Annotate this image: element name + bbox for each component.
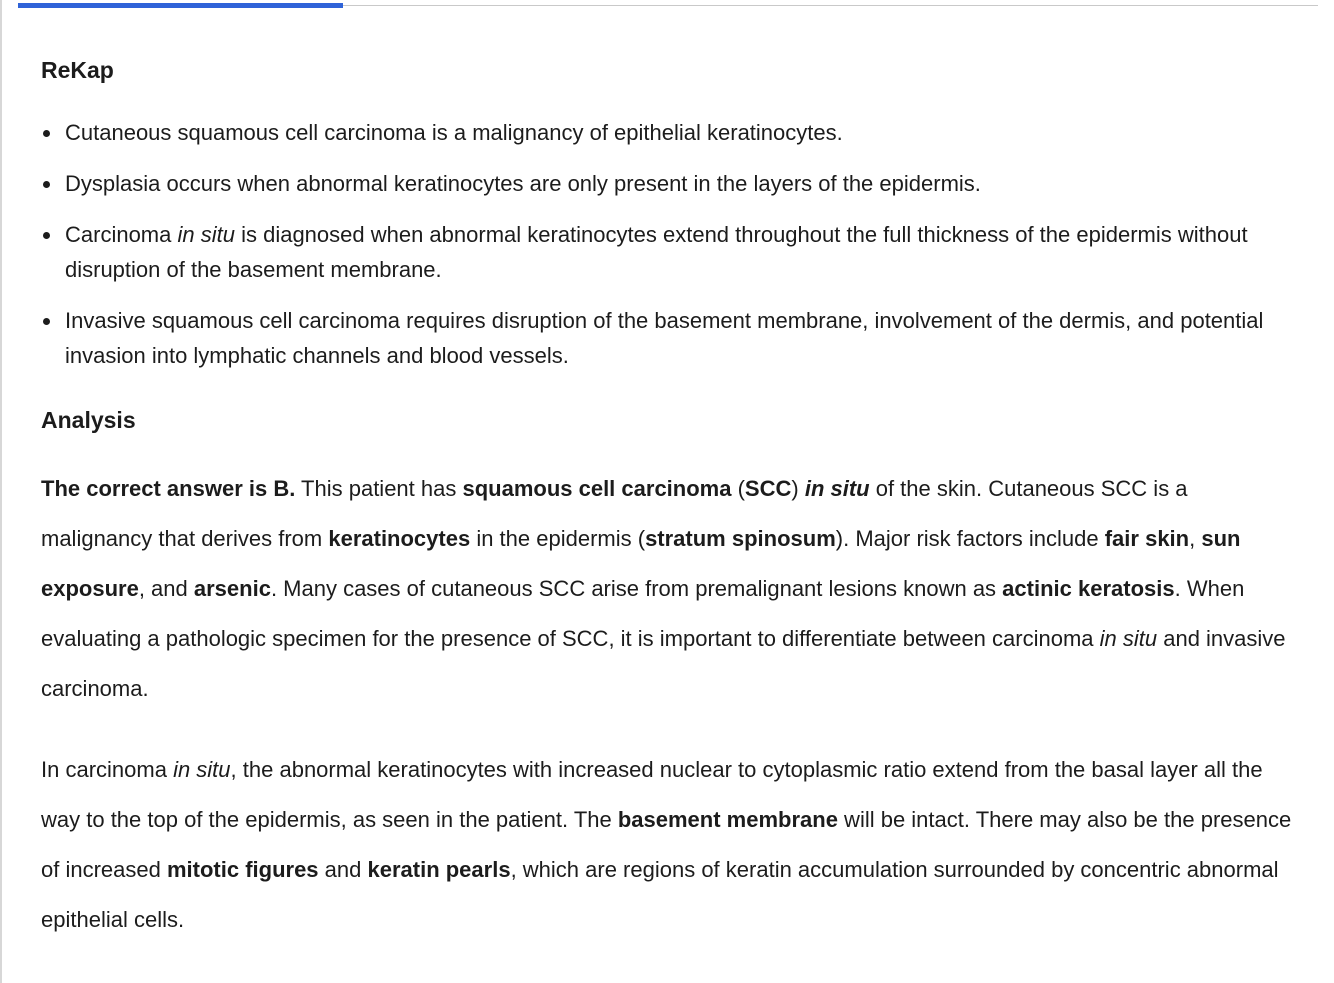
text-run: ). Major risk factors include bbox=[835, 526, 1105, 551]
recap-item-text: Carcinoma bbox=[65, 222, 178, 247]
text-run: ( bbox=[731, 476, 745, 501]
bullet-icon bbox=[43, 181, 50, 188]
bullet-icon bbox=[43, 318, 50, 325]
explanation-content bbox=[41, 54, 1301, 945]
text-run: This patient has bbox=[295, 476, 463, 501]
key-term: stratum spinosum bbox=[645, 526, 836, 551]
key-term: fair skin bbox=[1104, 526, 1190, 551]
text-run: and bbox=[318, 857, 368, 882]
text-run: . When evaluating a pathologic specimen for the presence of SCC, it is important to differentiate between carcinoma bbox=[41, 576, 1245, 651]
text-run: in the epidermis ( bbox=[470, 526, 646, 551]
recap-heading: ReKap bbox=[41, 57, 114, 83]
key-term: squamous cell carcinoma bbox=[462, 476, 732, 501]
recap-item-text: Cutaneous squamous cell carcinoma is a malignancy of epithelial keratinocytes. bbox=[65, 120, 843, 145]
key-term: arsenic bbox=[193, 576, 271, 601]
analysis-paragraph bbox=[41, 464, 1301, 714]
analysis-paragraph bbox=[41, 745, 1301, 945]
bullet-icon bbox=[43, 130, 50, 137]
text-run: In carcinoma bbox=[41, 757, 174, 782]
key-term: mitotic figures bbox=[166, 857, 319, 882]
recap-item bbox=[41, 303, 1301, 373]
recap-item bbox=[41, 115, 1301, 150]
left-border bbox=[0, 0, 2, 983]
italic-term: in situ bbox=[173, 757, 231, 782]
text-run: , and bbox=[138, 576, 194, 601]
italic-term: in situ bbox=[177, 222, 235, 247]
recap-item-text: Invasive squamous cell carcinoma requires disruption of the basement membrane, involvement of the dermis, and potential invasion into lymphatic channels and blood vessels. bbox=[65, 308, 1264, 368]
text-run: . Many cases of cutaneous SCC arise from premalignant lesions known as bbox=[270, 576, 1003, 601]
recap-item bbox=[41, 217, 1301, 287]
key-term: keratinocytes bbox=[328, 526, 471, 551]
analysis-heading: Analysis bbox=[41, 407, 136, 433]
key-term-italic: in situ bbox=[804, 476, 870, 501]
key-term: basement membrane bbox=[617, 807, 838, 832]
recap-item-text: Dysplasia occurs when abnormal keratinocytes are only present in the layers of the epidermis. bbox=[65, 171, 981, 196]
key-term: sun exposure bbox=[41, 526, 1241, 601]
italic-term: in situ bbox=[1099, 626, 1158, 651]
text-run: and invasive carcinoma. bbox=[41, 626, 1286, 701]
text-run: , bbox=[1189, 526, 1202, 551]
bullet-icon bbox=[43, 232, 50, 239]
answer-statement: The correct answer is B. bbox=[41, 476, 296, 501]
text-run: of the skin. Cutaneous SCC is a malignancy that derives from bbox=[41, 476, 1188, 551]
key-term: SCC bbox=[744, 476, 792, 501]
recap-list bbox=[41, 115, 1301, 373]
text-run: ) bbox=[791, 476, 805, 501]
key-term: keratin pearls bbox=[367, 857, 511, 882]
text-run: will be intact. There may also be the presence of increased bbox=[41, 807, 1292, 882]
text-run: , the abnormal keratinocytes with increased nuclear to cytoplasmic ratio extend from the basal layer all the way to the top of the epidermis, as seen in the patient. The bbox=[41, 757, 1263, 832]
text-run: , which are regions of keratin accumulation surrounded by concentric abnormal epithelial cells. bbox=[41, 857, 1279, 932]
key-term: actinic keratosis bbox=[1002, 576, 1175, 601]
progress-bar-fill bbox=[18, 3, 343, 8]
recap-item-text: is diagnosed when abnormal keratinocytes extend throughout the full thickness of the epidermis without disruption of the basement membrane. bbox=[65, 222, 1248, 282]
recap-item bbox=[41, 166, 1301, 201]
